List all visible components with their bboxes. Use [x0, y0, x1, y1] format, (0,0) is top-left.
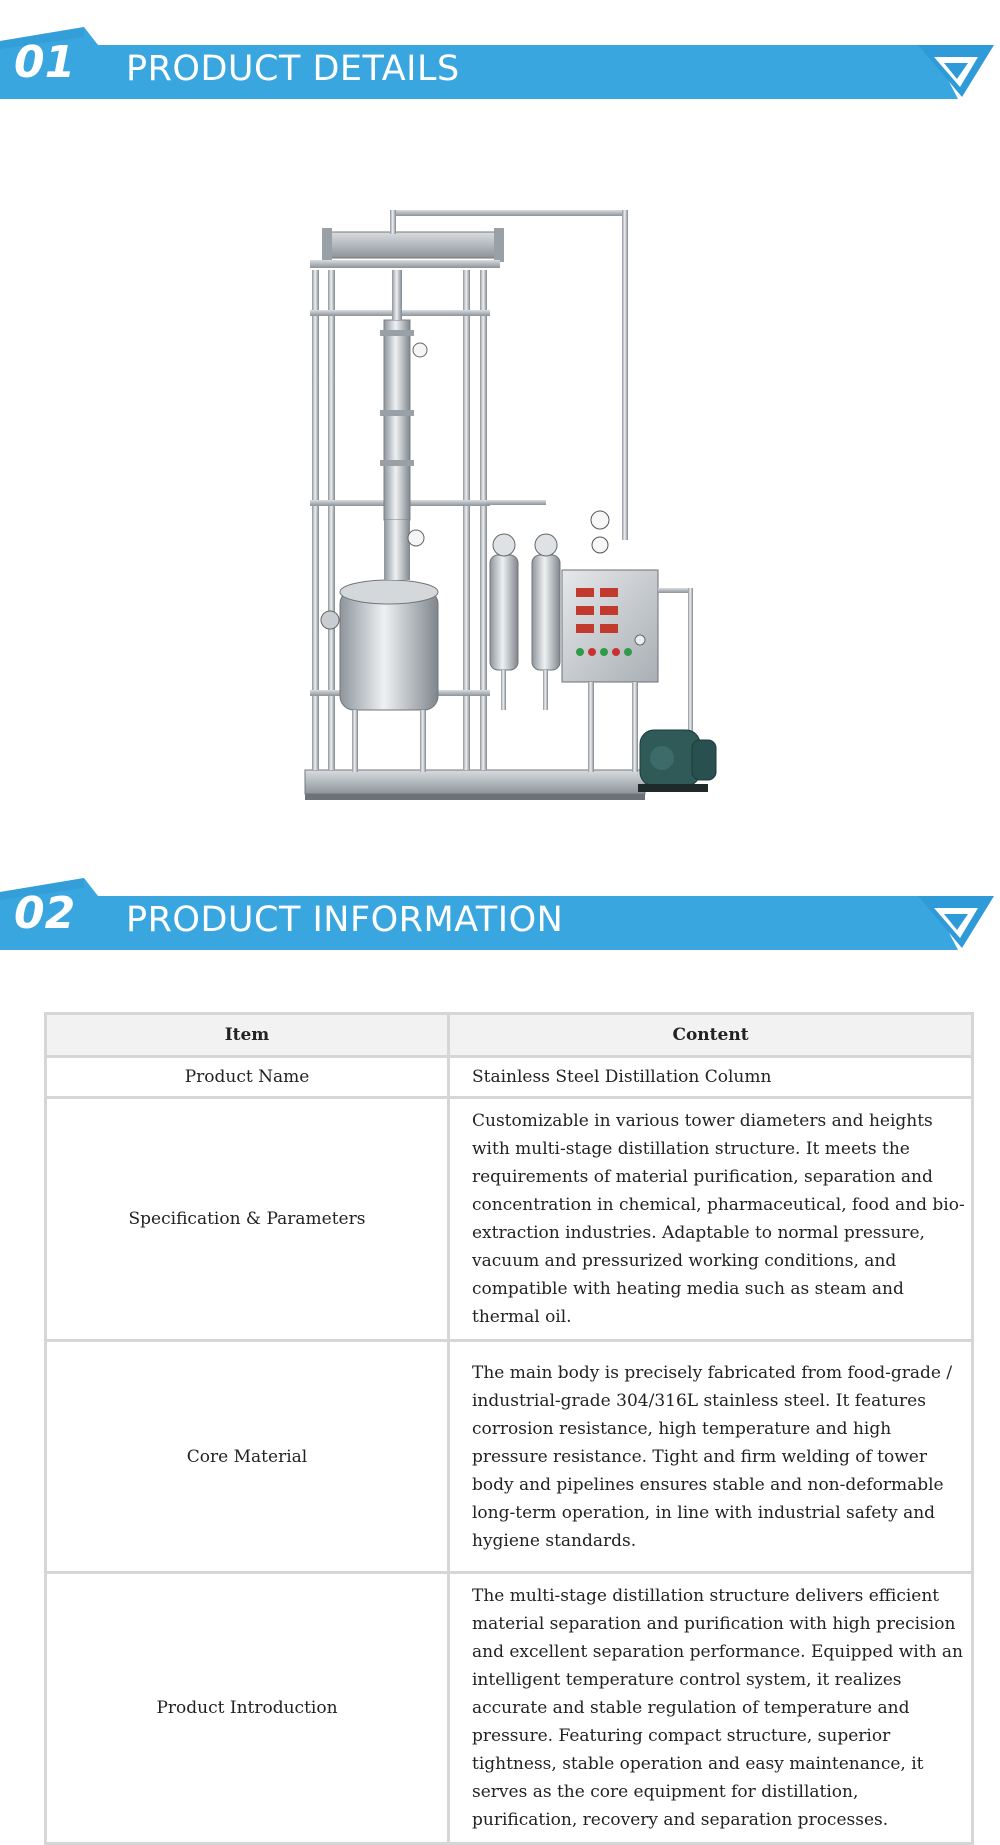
- section-banner-product-details: [0, 27, 1000, 107]
- row-content: The multi-stage distillation structure delivers efficient material separation and purification with high precision and excellent separation performance. Equipped with an intelligent temperature control system, it realizes accurate and stable regulation of temperature and pressure. Featuring compact structure, superior tightness, stable operation and easy maintenance, it serves as the core equipment for distillation, purification, recovery and separation processes.: [449, 1573, 973, 1844]
- table-row: [46, 1057, 973, 1098]
- table-row: [46, 1573, 973, 1844]
- section-number: 02: [14, 888, 76, 939]
- row-item: Core Material: [46, 1341, 449, 1573]
- row-content: Stainless Steel Distillation Column: [449, 1057, 973, 1098]
- section-title: PRODUCT DETAILS: [126, 49, 460, 89]
- section-banner-product-information: [0, 878, 1000, 958]
- row-content: Customizable in various tower diameters and heights with multi-stage distillation structure. It meets the requirements of material purification, separation and concentration in chemical, pharmaceutical, food and bio-extraction industries. Adaptable to normal pressure, vacuum and pressurized working conditions, and compatible with heating media such as steam and thermal oil.: [449, 1098, 973, 1341]
- row-item: Product Name: [46, 1057, 449, 1098]
- header-item: Item: [46, 1014, 449, 1057]
- table-row: [46, 1098, 973, 1341]
- distillation-column-photo: [300, 210, 720, 830]
- table-header-row: [46, 1014, 973, 1057]
- row-item: Specification & Parameters: [46, 1098, 449, 1341]
- product-information-table: [44, 1012, 974, 1845]
- row-item: Product Introduction: [46, 1573, 449, 1844]
- header-content: Content: [449, 1014, 973, 1057]
- row-content: The main body is precisely fabricated from food-grade / industrial-grade 304/316L stainless steel. It features corrosion resistance, high temperature and high pressure resistance. Tight and firm welding of tower body and pipelines ensures stable and non-deformable long-term operation, in line with industrial safety and hygiene standards.: [449, 1341, 973, 1573]
- table-row: [46, 1341, 973, 1573]
- section-number: 01: [14, 37, 76, 88]
- section-title: PRODUCT INFORMATION: [126, 900, 564, 940]
